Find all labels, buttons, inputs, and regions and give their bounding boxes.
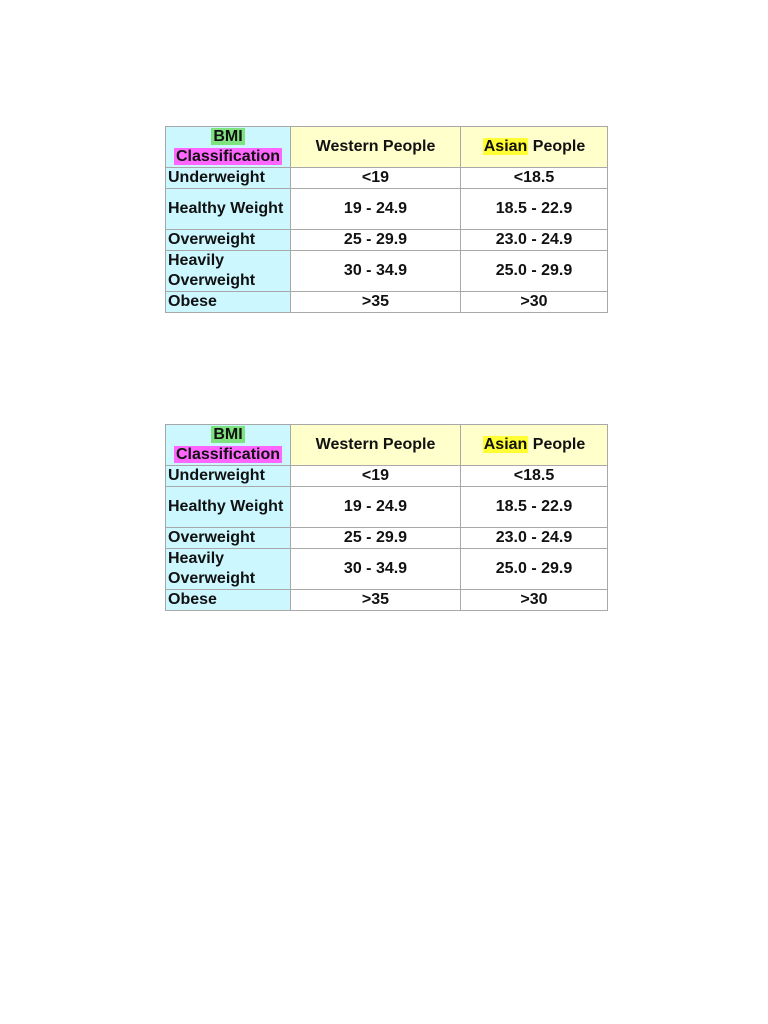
asian-value: 25.0 - 29.9 — [461, 549, 608, 590]
western-value: 30 - 34.9 — [291, 251, 461, 292]
row-label: Underweight — [166, 168, 291, 189]
header-classification-text: Classification — [175, 446, 281, 463]
row-label: Underweight — [166, 466, 291, 487]
asian-value: <18.5 — [461, 466, 608, 487]
row-label: Heavily Overweight — [166, 251, 291, 292]
header-asian-highlight: Asian — [483, 436, 528, 453]
header-western-people: Western People — [291, 127, 461, 168]
western-value: 25 - 29.9 — [291, 230, 461, 251]
header-western-people: Western People — [291, 425, 461, 466]
row-label: Obese — [166, 292, 291, 313]
asian-value: <18.5 — [461, 168, 608, 189]
western-value: 19 - 24.9 — [291, 487, 461, 528]
western-value: <19 — [291, 466, 461, 487]
table-header-row — [166, 425, 608, 466]
asian-value: 23.0 - 24.9 — [461, 528, 608, 549]
table-row — [166, 549, 608, 590]
table-row — [166, 230, 608, 251]
asian-value: 18.5 - 22.9 — [461, 189, 608, 230]
table-row — [166, 168, 608, 189]
western-value: 30 - 34.9 — [291, 549, 461, 590]
header-bmi-text: BMI — [213, 128, 243, 145]
bmi-table — [165, 424, 608, 611]
table-row — [166, 189, 608, 230]
table-row — [166, 590, 608, 611]
western-value: 19 - 24.9 — [291, 189, 461, 230]
header-classification-text: Classification — [175, 148, 281, 165]
row-label: Obese — [166, 590, 291, 611]
asian-value: 25.0 - 29.9 — [461, 251, 608, 292]
header-bmi-classification — [166, 425, 291, 466]
header-asian-highlight: Asian — [483, 138, 528, 155]
table-row — [166, 292, 608, 313]
asian-value: 18.5 - 22.9 — [461, 487, 608, 528]
western-value: >35 — [291, 590, 461, 611]
row-label: Healthy Weight — [166, 487, 291, 528]
western-value: <19 — [291, 168, 461, 189]
row-label: Overweight — [166, 230, 291, 251]
western-value: 25 - 29.9 — [291, 528, 461, 549]
header-asian-rest: People — [528, 138, 586, 155]
header-bmi-text: BMI — [213, 426, 243, 443]
header-asian-rest: People — [528, 436, 586, 453]
western-value: >35 — [291, 292, 461, 313]
asian-value: >30 — [461, 292, 608, 313]
table-row — [166, 528, 608, 549]
header-bmi-classification — [166, 127, 291, 168]
table-row — [166, 487, 608, 528]
asian-value: >30 — [461, 590, 608, 611]
bmi-table — [165, 126, 608, 313]
asian-value: 23.0 - 24.9 — [461, 230, 608, 251]
table-row — [166, 466, 608, 487]
header-asian-people — [461, 425, 608, 466]
table-row — [166, 251, 608, 292]
table-header-row — [166, 127, 608, 168]
row-label: Overweight — [166, 528, 291, 549]
header-asian-people — [461, 127, 608, 168]
row-label: Healthy Weight — [166, 189, 291, 230]
row-label: Heavily Overweight — [166, 549, 291, 590]
